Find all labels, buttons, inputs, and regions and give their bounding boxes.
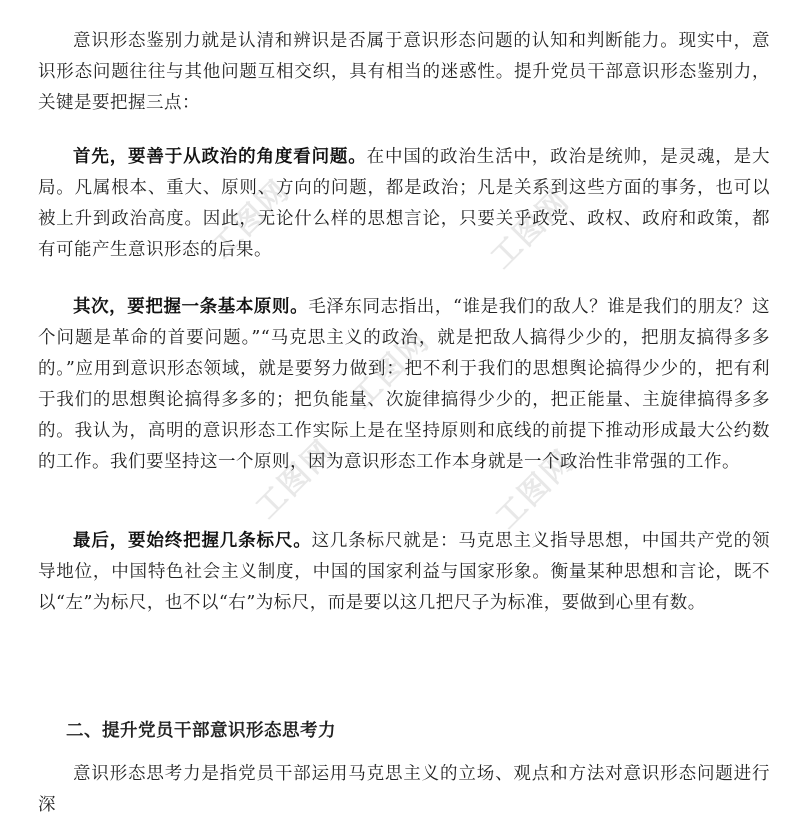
section-two-paragraph [38, 759, 770, 821]
point-last-paragraph [38, 526, 770, 619]
point-first-lead: 首先，要善于从政治的角度看问题。 [73, 147, 367, 167]
intro-paragraph-text: 意识形态鉴别力就是认清和辨识是否属于意识形态问题的认知和判断能力。现实中，意识形态问题往往与其他问题互相交织，具有相当的迷惑性。提升党员干部意识形态鉴别力，关键是要把握三点： [38, 31, 770, 113]
watermark: 工图网 [484, 183, 577, 276]
watermark: 工图网 [344, 323, 437, 416]
point-second-text: 毛泽东同志指出，“谁是我们的敌人？谁是我们的朋友？这个问题是革命的首要问题。”“马克思主义的政治，就是把敌人搞得少少的，把朋友搞得多多的。”应用到意识形态领域，就是要努力做到：把不利于我们的思想舆论搞得少少的，把有利于我们的思想舆论搞得多多的；把负能量、次旋律搞得少少的，把正能量、主旋律搞得多多的。我认为，高明的意识形态工作实际上是在坚持原则和底线的前提下推动形成最大公约数的工作。我们要坚持这一个原则，因为意识形态工作本身就是一个政治性非常强的工作。 [38, 297, 770, 472]
watermark: 工图网 [249, 433, 342, 526]
point-second-lead: 其次，要把握一条基本原则。 [73, 297, 309, 317]
section-heading: 二、提升党员干部意识形态思考力 [66, 721, 336, 741]
point-last-lead: 最后，要始终把握几条标尺。 [73, 531, 312, 551]
point-first-text: 在中国的政治生活中，政治是统帅，是灵魂，是大局。凡属根本、重大、原则、方向的问题，都是政治；凡是关系到这些方面的事务，也可以被上升到政治高度。因此，无论什么样的思想言论，只要关乎政党、政权、政府和政策，都有可能产生意识形态的后果。 [38, 147, 771, 260]
point-last-text: 这几条标尺就是：马克思主义指导思想，中国共产党的领导地位，中国特色社会主义制度，中国的国家利益与国家形象。衡量某种思想和言论，既不以“左”为标尺，也不以“右”为标尺，而是要以这几把尺子为标准，要做到心里有数。 [38, 531, 771, 613]
point-second-paragraph [38, 292, 770, 478]
point-first-paragraph [38, 142, 770, 266]
section-two-text: 意识形态思考力是指党员干部运用马克思主义的立场、观点和方法对意识形态问题进行深 [38, 764, 770, 815]
watermark: 工图网 [489, 443, 582, 536]
watermark: 工图网 [204, 173, 297, 266]
intro-paragraph [38, 26, 770, 119]
